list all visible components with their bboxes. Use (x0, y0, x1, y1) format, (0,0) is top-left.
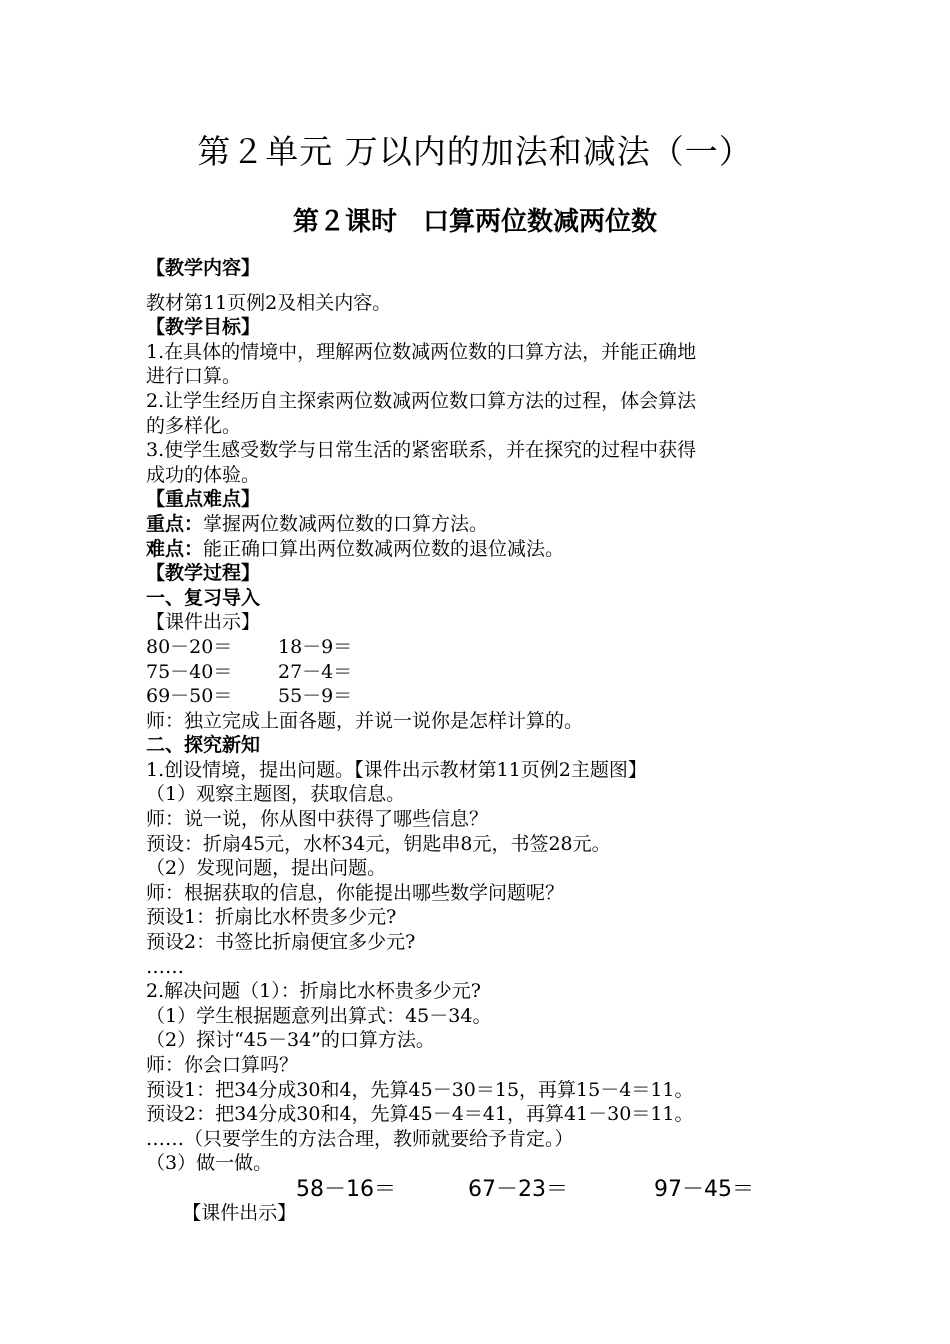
exercise-list (296, 1176, 754, 1204)
exercise-row (146, 1176, 826, 1274)
document-body (146, 256, 826, 1274)
lesson-subtitle: 第２课时 口算两位数减两位数 (292, 207, 657, 237)
review-problem: 69－50＝ (146, 685, 233, 708)
review-instruction: 师：独立完成上面各题，并说一说你是怎样计算的。 (146, 709, 584, 732)
review-problem: 27－4＝ (278, 660, 353, 683)
process-line: 预设1：把34分成30和4，先算45－30＝15，再算15－4＝11。 (146, 1078, 694, 1101)
review-row (146, 635, 826, 660)
process-line: （1）观察主题图，获取信息。 (146, 783, 406, 806)
process-line: 师：根据获取的信息，你能提出哪些数学问题呢？ (146, 881, 565, 904)
goal-line: 的多样化。 (146, 414, 242, 437)
difficult-point-label: 难点： (146, 537, 204, 560)
process-line: 预设：折扇45元，水杯34元，钥匙串8元，书签28元。 (146, 832, 611, 855)
difficult-point-line (146, 537, 826, 562)
review-problem: 75－40＝ (146, 660, 233, 683)
document-title: 第２单元 万以内的加法和减法（一） (197, 132, 753, 171)
exercise-problem: 67－23＝ (468, 1176, 568, 1202)
review-row (146, 684, 826, 709)
process-line: 预设2：把34分成30和4，先算45－4＝41，再算41－30＝11。 (146, 1103, 694, 1126)
key-point-line (146, 512, 826, 537)
goal-line: 3.使学生感受数学与日常生活的紧密联系，并在探究的过程中获得 (146, 439, 697, 462)
goal-line: 成功的体验。 (146, 463, 261, 486)
goal-line: 1.在具体的情境中，理解两位数减两位数的口算方法，并能正确地 (146, 340, 697, 363)
exercise-problem: 97－45＝ (654, 1176, 754, 1202)
review-problem: 18－9＝ (278, 635, 353, 658)
process-line: 1.创设情境，提出问题。【课件出示教材第11页例2主题图】 (146, 758, 647, 781)
section-heading-process: 【教学过程】 (146, 562, 261, 585)
key-point-text: 掌握两位数减两位数的口算方法。 (203, 512, 489, 535)
final-courseware-label: 【课件出示】 (182, 1201, 297, 1224)
process-line: （2）发现问题，提出问题。 (146, 857, 387, 880)
teaching-content-text: 教材第11页例2及相关内容。 (146, 291, 392, 314)
courseware-label: 【课件出示】 (146, 611, 261, 634)
process-line: （2）探讨“45－34”的口算方法。 (146, 1029, 435, 1052)
process-line: 师：你会口算吗？ (146, 1054, 299, 1076)
process-line: ……（只要学生的方法合理，教师就要给予肯定。） (146, 1127, 574, 1150)
key-point-label: 重点： (146, 512, 204, 535)
review-row (146, 660, 826, 685)
process-line: …… (146, 955, 184, 978)
process-line: 预设2：书签比折扇便宜多少元? (146, 931, 416, 954)
review-problem: 80－20＝ (146, 635, 233, 658)
section-heading-teaching-goals: 【教学目标】 (146, 316, 261, 339)
goal-line: 进行口算。 (146, 365, 242, 388)
part-heading-explore: 二、探究新知 (146, 734, 261, 757)
process-line: 2.解决问题（1）：折扇比水杯贵多少元? (146, 980, 481, 1003)
goal-line: 2.让学生经历自主探索两位数减两位数口算方法的过程，体会算法 (146, 389, 697, 412)
section-heading-teaching-content: 【教学内容】 (146, 257, 261, 279)
process-line: 师：说一说，你从图中获得了哪些信息？ (146, 808, 489, 831)
part-heading-review: 一、复习导入 (146, 586, 261, 609)
review-problem: 55－9＝ (278, 685, 353, 708)
exercise-problem: 58－16＝ (296, 1176, 396, 1202)
process-line: （1）学生根据题意列出算式：45－34。 (146, 1004, 492, 1027)
section-heading-key-points: 【重点难点】 (146, 488, 261, 511)
process-line: （3）做一做。 (146, 1152, 273, 1175)
difficult-point-text: 能正确口算出两位数减两位数的退位减法。 (203, 537, 565, 560)
process-line: 预设1：折扇比水杯贵多少元? (146, 906, 397, 929)
